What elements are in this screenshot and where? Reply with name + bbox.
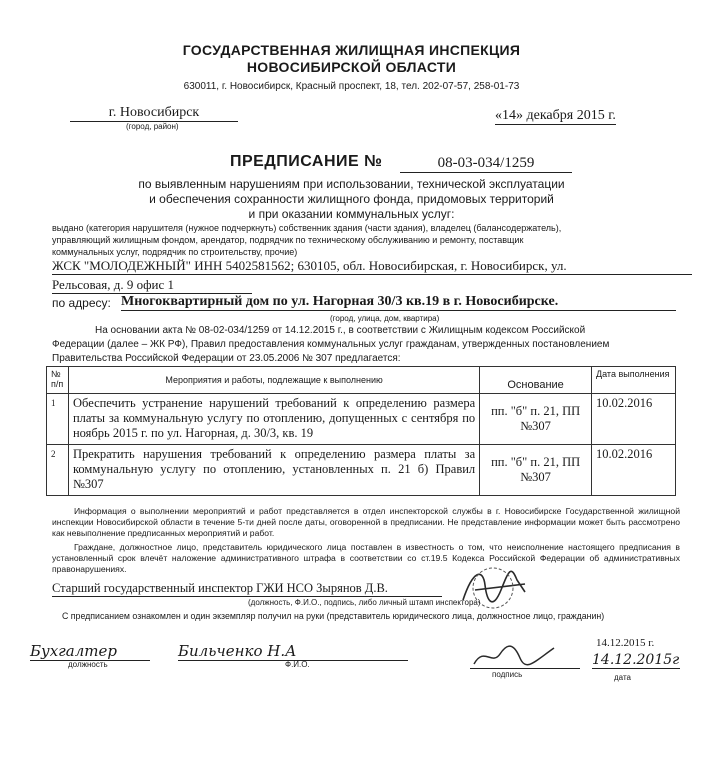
fio-caption: Ф.И.О. (285, 660, 310, 669)
header-deadline: Дата выполнения (592, 367, 676, 394)
signature-caption: подпись (492, 670, 523, 679)
table-header-row (47, 367, 676, 394)
info-paragraph-1: Информация о выполнении мероприятий и работ представляется в отдел инспекторской службы в г. Новосибирске Государственной жилищной инспекции Новосибирской области в течение 5-ти дней после даты, оговоренной в предписании. Не представление информации может быть рассмотрено как невыполнение предписанных мероприятий и работ. (52, 506, 680, 538)
org-address: 630011, г. Новосибирск, Красный проспект, 18, тел. 202-07-57, 258-01-73 (183, 81, 520, 92)
position-value: Бухгалтер (30, 642, 150, 661)
issued-category-line1: выдано (категория нарушителя (нужное подчеркнуть) собственник здания (части здания), владелец (балансодержатель), (52, 223, 562, 233)
table-row (47, 445, 676, 496)
address-prefix: по адресу: (52, 296, 111, 310)
recipient-line2: Рельсовая, д. 9 офис 1 (52, 277, 252, 294)
position-caption: должность (68, 660, 108, 669)
city-value: г. Новосибирск (70, 105, 238, 122)
row-num: 1 (47, 394, 69, 445)
document-date: «14» декабря 2015 г. (495, 108, 616, 123)
city-caption: (город, район) (126, 122, 179, 131)
header-num: № п/п (47, 367, 69, 394)
handwritten-date: 14.12.2015г (592, 652, 680, 668)
org-name-line2: НОВОСИБИРСКОЙ ОБЛАСТИ (246, 59, 457, 75)
acknowledgement-text: С предписанием ознакомлен и один экземпляр получил на руки (представитель юридического лица, должностное лицо, гражданин) (62, 611, 605, 621)
header-basis: Основание (480, 367, 592, 394)
row-deadline: 10.02.2016 (592, 445, 676, 496)
signature-line (470, 668, 580, 669)
row-basis: пп. "б" п. 21, ПП №307 (480, 394, 592, 445)
table-row (47, 394, 676, 445)
header-measures: Мероприятия и работы, подлежащие к выполнению (68, 367, 479, 394)
org-name-line1: ГОСУДАРСТВЕННАЯ ЖИЛИЩНАЯ ИНСПЕКЦИЯ (182, 42, 521, 58)
fio-value: Бильченко Н.А (178, 642, 408, 661)
row-deadline: 10.02.2016 (592, 394, 676, 445)
basis-line1: На основании акта № 08-02-034/1259 от 14.12.2015 г., в соответствии с Жилищным кодексом Российской (95, 325, 586, 336)
date-caption: дата (614, 673, 631, 682)
row-measure: Обеспечить устранение нарушений требований к определению размера платы за коммунальную услугу по отоплению, допущенных с сентября по ноябрь 2015 г. по ул. Нагорная, д. 30/3, кв. 19 (68, 394, 479, 445)
recipient-line1: ЖСК "МОЛОДЕЖНЫЙ" ИНН 5402581562; 630105, обл. Новосибирская, г. Новосибирск, ул. (52, 258, 692, 275)
basis-line2: Федерации (далее – ЖК РФ), Правил предоставления коммунальных услуг гражданам, утвержденных постановлением (52, 339, 610, 350)
row-basis: пп. "б" п. 21, ПП №307 (480, 445, 592, 496)
printed-date: 14.12.2015 г. (596, 637, 655, 649)
issued-category-line3: коммунальных услуг, подрядчик по строительству, прочие) (52, 247, 298, 257)
issued-category-line2: управляющий жилищным фондом, арендатор, подрядчик по техническому обслуживанию и ремонту, поставщик (52, 235, 524, 245)
title-subtitle-3: и при оказании коммунальных услуг: (248, 207, 455, 221)
measures-table (46, 366, 676, 496)
inspector-name: Старший государственный инспектор ГЖИ НСО Зырянов Д.В. (52, 581, 442, 597)
row-measure: Прекратить нарушения требований к определению размера платы за коммунальную услугу по отоплению, установленных п. 21 б) Правил №307 (68, 445, 479, 496)
title-subtitle-2: и обеспечения сохранности жилищного фонда, придомовых территорий (149, 192, 554, 206)
basis-line3: Правительства Российской Федерации от 23.05.2006 № 307 предлагается: (52, 353, 401, 364)
address-caption: (город, улица, дом, квартира) (330, 314, 440, 323)
row-num: 2 (47, 445, 69, 496)
address-value: Многоквартирный дом по ул. Нагорная 30/3 кв.19 в г. Новосибирске. (121, 294, 676, 311)
info-paragraph-2: Граждане, должностное лицо, представитель юридического лица поставлен в известность о том, что неисполнение настоящего предписания в установленный срок влечёт наложение административного штрафа в соответствии со ст.19.5 Кодекса Российской Федерации об административных правонарушениях. (52, 542, 680, 574)
document-number: 08-03-034/1259 (400, 155, 572, 173)
inspector-caption: (должность, Ф.И.О., подпись, либо личный штамп инспектора) (248, 598, 481, 607)
document-title: ПРЕДПИСАНИЕ № (230, 153, 383, 170)
title-subtitle-1: по выявленным нарушениям при использовании, технической эксплуатации (138, 177, 565, 191)
